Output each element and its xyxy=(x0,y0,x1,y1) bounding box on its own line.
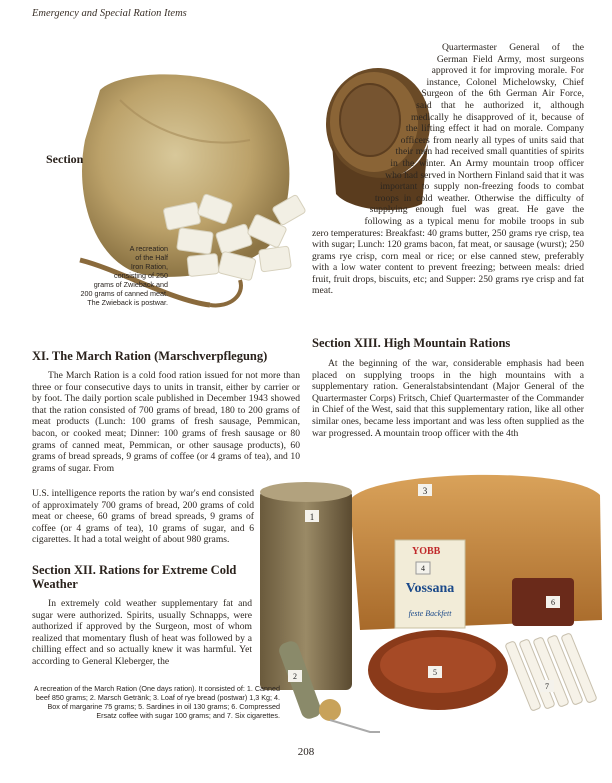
photo-label-2: 2 xyxy=(293,672,297,681)
caption-line: of the Half xyxy=(135,253,168,262)
top-photo-caption xyxy=(28,244,168,307)
photo-label-4: 4 xyxy=(421,564,425,573)
margarine-brand-top: YOBB xyxy=(412,546,441,557)
margarine-brand-main: Vossana xyxy=(405,581,455,596)
heading-march-ration: XI. The March Ration (Marschverpflegung) xyxy=(32,349,268,363)
heading-mountain-rations: Section XIII. High Mountain Rations xyxy=(312,336,511,350)
right-top-text: Quartermaster General of the German Field Army, most surgeons approved it for improving morale. For instance, Colonel Michelowsky, Chief Surgeon of the 6th German Air Force, said that he authorized it, although medically he disapproved of it, because of the lifting effect it had on morale. Company officers from nearly all types of units said that their men had received small quantities of spirits in the winter. An Army mountain troop officer who had served in Northern Finland said that it was important to supply non-freezing foods to combat troops in cold weather. Otherwise the difficulty of supplying enough fuel was great. He gave the following as a typical menu for mobile troops in sub zero temperatures: Breakfast: 40 grams butter, 250 grams rye crisp, tea with sugar; Lunch: 120 grams bacon, fat meat, or sausage (wurst); 250 grams rye crisp, corn meal or rice; or else canned stew, preferably with a low water content to prevent freezing; between meals: dried fruit, fruit drops, biscuits, etc; and Supper: 250 grams rye crisp and fat meat. xyxy=(312,42,584,297)
mountain-rations-paragraph: At the beginning of the war, considerable emphasis had been placed on supplying troops in the high mountains with a supplementary ration. Generalstabsintendant (Major General of the Quartermaster Corps) Fritsch, Chief Quartermaster of the Commander in Chief of the West, said that this supplementary ration, like all other similar ones, became less important and was less often supplied as the war progressed. A mountain troop officer with the 4th xyxy=(312,358,584,439)
margarine-brand-sub: feste Backfett xyxy=(408,609,452,618)
march-ration-paragraph-2: U.S. intelligence reports the ration by war's end consisted of approximately 700 grams of bread, 200 grams of cold meat or cheese, 60 grams of bread spreads, 9 grams of coffee (or 4 grams of tea), 10 grams of sugar, and 6 cigarettes. It had a total weight of about 980 grams. xyxy=(32,488,254,546)
section-label: Section xyxy=(46,152,84,166)
page-number: 208 xyxy=(297,746,315,758)
caption-line: The Zwieback is postwar. xyxy=(87,298,168,307)
running-header: Emergency and Special Ration Items xyxy=(32,8,187,19)
right-top-paragraph xyxy=(312,42,584,297)
caption-line: consisting of 250 xyxy=(114,271,168,280)
march-ration-paragraph-1: The March Ration is a cold food ration issued for not more than three or four consecutive days to units in transit, either by carrier or by foot. The daily portion scale published in December 1943 showed that the ration consisted of 700 grams of bread, 180 to 200 grams of meat products (Lunch: 100 grams of fresh sausage, Pemmican, bacon, or cooked meat; Dinner: 100 grams of fresh sausage or 80 grams of canned meat, Pemmican, or other sausage products), 60 grams of bread spreads, 9 grams of coffee (or 4 grams of tea), and 10 grams of sugar. From xyxy=(32,370,300,474)
photo-label-6: 6 xyxy=(551,598,555,607)
bottom-photo-caption: A recreation of the March Ration (One days ration). It consisted of: 1. Canned beef 850 grams; 2. Marsch Getränk; 3. Loaf of rye bread (postwar) 1,3 Kg; 4. Box of margarine 75 grams; 5. Sardines in oil 130 grams; 6. Compressed Ersatz coffee with sugar 100 grams; and 7. Six cigarettes. xyxy=(33,684,280,720)
photo-label-3: 3 xyxy=(422,486,428,496)
caption-line: 200 grams of canned meat. xyxy=(80,289,168,298)
march-ration-photo xyxy=(250,470,610,740)
caption-line: Iron Ration, xyxy=(130,262,168,271)
heading-cold-weather: Section XII. Rations for Extreme Cold Weather xyxy=(32,563,237,591)
caption-line: A recreation xyxy=(129,244,168,253)
photo-label-1: 1 xyxy=(309,512,315,522)
photo-label-5: 5 xyxy=(433,668,437,677)
photo-label-7: 7 xyxy=(545,682,549,691)
cold-weather-paragraph: In extremely cold weather supplementary fat and sugar were authorized. Spirits, usually Schnapps, were authorized if approved by the Surgeon, most of whom realized that momentary flush of heat was followed by a chilling effect and so actually knew it was harmful. Yet according to General Kleberger, the xyxy=(32,598,252,667)
caption-line: grams of Zwieback and xyxy=(93,280,168,289)
